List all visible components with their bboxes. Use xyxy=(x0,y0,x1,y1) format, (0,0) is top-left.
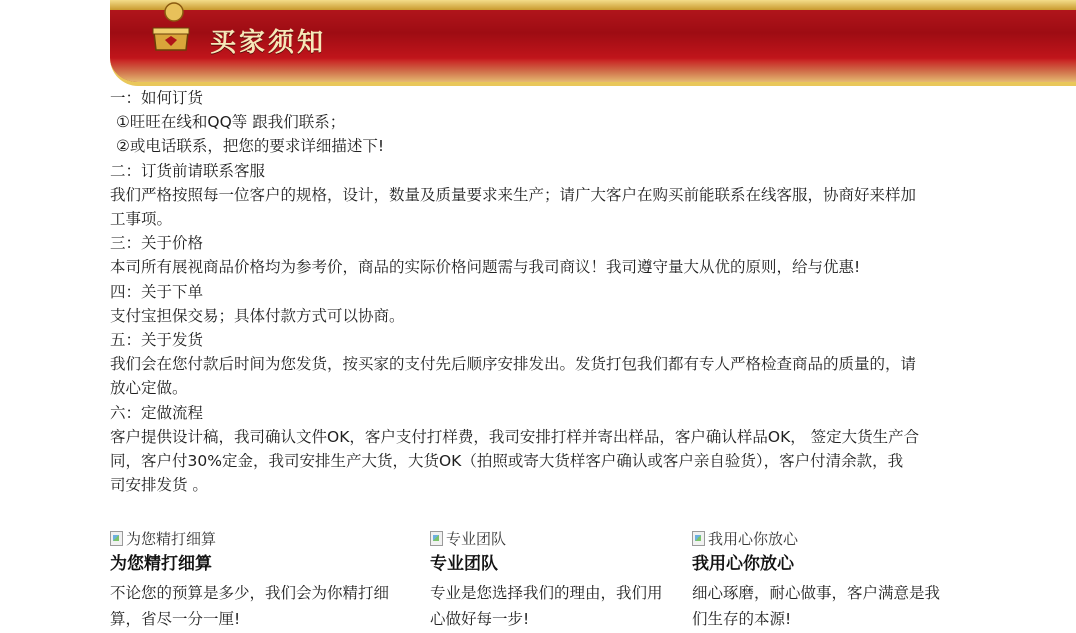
feature-description xyxy=(110,580,410,632)
buyer-notice-content xyxy=(110,86,970,497)
broken-image-icon xyxy=(430,531,443,546)
feature-image-placeholder xyxy=(430,527,730,549)
feature-row xyxy=(0,527,1076,633)
feature-description xyxy=(692,580,992,632)
treasure-emblem-icon xyxy=(150,2,192,56)
section-heading: 四：关于下单 xyxy=(110,282,204,301)
notice-text: 客户提供设计稿，我司确认文件OK，客户支付打样费，我司安排打样并寄出样品，客户确认样品OK， 签定大货生产合 xyxy=(110,427,920,446)
section-heading: 一：如何订货 xyxy=(110,89,204,107)
feature-desc-line: 专业是您选择我们的理由，我们用 xyxy=(430,584,663,602)
notice-text: 放心定做。 xyxy=(110,379,188,398)
feature-title: 我用心你放心 xyxy=(692,554,794,574)
feature-desc-line: 细心琢磨，耐心做事，客户满意是我 xyxy=(692,584,941,602)
notice-text: ①旺旺在线和QQ等 跟我们联系； xyxy=(116,113,346,132)
broken-image-icon xyxy=(692,531,705,546)
feature-description xyxy=(430,580,730,632)
notice-text: 本司所有展视商品价格均为参考价，商品的实际价格问题需与我司商议！我司遵守量大从优的原则，给与优惠! xyxy=(110,258,861,277)
banner-gold-trim xyxy=(110,0,1076,10)
broken-image-icon xyxy=(110,531,123,546)
section-heading: 五：关于发货 xyxy=(110,331,204,350)
section-heading: 三：关于价格 xyxy=(110,234,204,253)
image-alt-text: 为您精打细算 xyxy=(126,529,217,548)
notice-text: ②或电话联系，把您的要求详细描述下! xyxy=(116,137,385,156)
notice-text: 工事项。 xyxy=(110,210,173,229)
section-heading: 六：定做流程 xyxy=(110,403,204,422)
banner-title: 买家须知 xyxy=(210,28,327,58)
banner-gold-sweep xyxy=(110,58,1076,82)
feature-image-placeholder xyxy=(692,527,992,549)
image-alt-text: 我用心你放心 xyxy=(708,529,799,548)
feature-card xyxy=(430,527,730,632)
feature-card xyxy=(110,527,410,632)
notice-text: 支付宝担保交易；具体付款方式可以协商。 xyxy=(110,306,405,325)
notice-text: 司安排发货 。 xyxy=(110,476,208,495)
feature-card xyxy=(692,527,992,632)
feature-desc-line: 不论您的预算是多少，我们会为你精打细 xyxy=(110,584,390,602)
notice-text: 我们会在您付款后时间为您发货，按买家的支付先后顺序安排发出。发货打包我们都有专人严格检查商品的质量的，请 xyxy=(110,355,917,374)
feature-desc-line: 心做好每一步! xyxy=(430,610,530,628)
section-heading: 二：订货前请联系客服 xyxy=(110,161,266,180)
buyer-notice-banner xyxy=(110,0,1076,86)
feature-title: 为您精打细算 xyxy=(110,554,212,574)
image-alt-text: 专业团队 xyxy=(446,529,507,548)
feature-title: 专业团队 xyxy=(430,554,498,574)
feature-desc-line: 们生存的本源! xyxy=(692,610,792,628)
feature-desc-line: 算，省尽一分一厘! xyxy=(110,610,241,628)
notice-text: 同，客户付30%定金，我司安排生产大货，大货OK（拍照或寄大货样客户确认或客户亲自验货），客户付清余款，我 xyxy=(110,452,904,471)
notice-text: 我们严格按照每一位客户的规格，设计，数量及质量要求来生产；请广大客户在购买前能联系在线客服，协商好来样加 xyxy=(110,185,917,204)
feature-image-placeholder xyxy=(110,527,410,549)
